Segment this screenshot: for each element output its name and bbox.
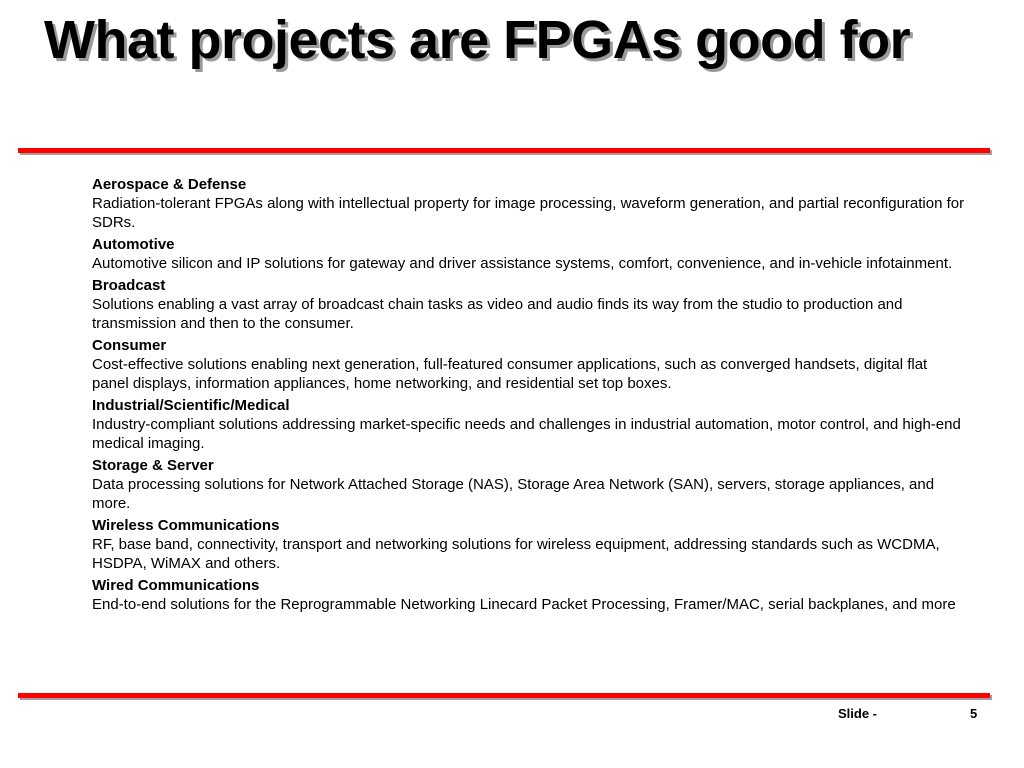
topic-description: RF, base band, connectivity, transport and networking solutions for wireless equipment, addressing standards such as WCDMA, HSDPA, WiMAX and others.: [92, 536, 940, 572]
topic-broadcast: [92, 276, 967, 333]
topic-aerospace-defense: [92, 175, 967, 232]
topic-automotive: [92, 235, 967, 273]
topic-industrial-scientific-medical: [92, 396, 967, 453]
topic-description: Cost-effective solutions enabling next generation, full-featured consumer applications, such as converged handsets, digital flat panel displays, information appliances, home networking, and residential set top boxes.: [92, 356, 928, 392]
topic-title: Aerospace & Defense: [92, 176, 247, 193]
topic-title: Wired Communications: [92, 577, 260, 594]
topic-description: Industry-compliant solutions addressing market-specific needs and challenges in industrial automation, motor control, and high-end medical imaging.: [92, 416, 961, 452]
topic-consumer: [92, 336, 967, 393]
topic-description: Radiation-tolerant FPGAs along with intellectual property for image processing, waveform generation, and partial reconfiguration for SDRs.: [92, 195, 965, 231]
slide-title: What projects are FPGAs good for: [44, 10, 911, 70]
top-divider: [18, 148, 990, 153]
topic-description: End-to-end solutions for the Reprogrammable Networking Linecard Packet Processing, Framer/MAC, serial backplanes, and more: [92, 596, 956, 613]
topic-title: Broadcast: [92, 277, 166, 294]
topic-list: [92, 175, 967, 617]
slide-number: 5: [970, 706, 978, 721]
topic-description: Data processing solutions for Network Attached Storage (NAS), Storage Area Network (SAN), servers, storage appliances, and more.: [92, 476, 935, 512]
topic-title: Wireless Communications: [92, 517, 280, 534]
topic-storage-server: [92, 456, 967, 513]
slide-number-label: Slide -: [838, 706, 878, 721]
topic-wired-communications: [92, 576, 967, 614]
topic-title: Storage & Server: [92, 457, 214, 474]
topic-title: Consumer: [92, 337, 167, 354]
topic-description: Solutions enabling a vast array of broadcast chain tasks as video and audio finds its way from the studio to production and transmission and then to the consumer.: [92, 296, 903, 332]
topic-title: Industrial/Scientific/Medical: [92, 397, 290, 414]
topic-description: Automotive silicon and IP solutions for gateway and driver assistance systems, comfort, convenience, and in-vehicle infotainment.: [92, 255, 953, 272]
bottom-divider: [18, 693, 990, 698]
topic-title: Automotive: [92, 236, 175, 253]
topic-wireless-communications: [92, 516, 967, 573]
